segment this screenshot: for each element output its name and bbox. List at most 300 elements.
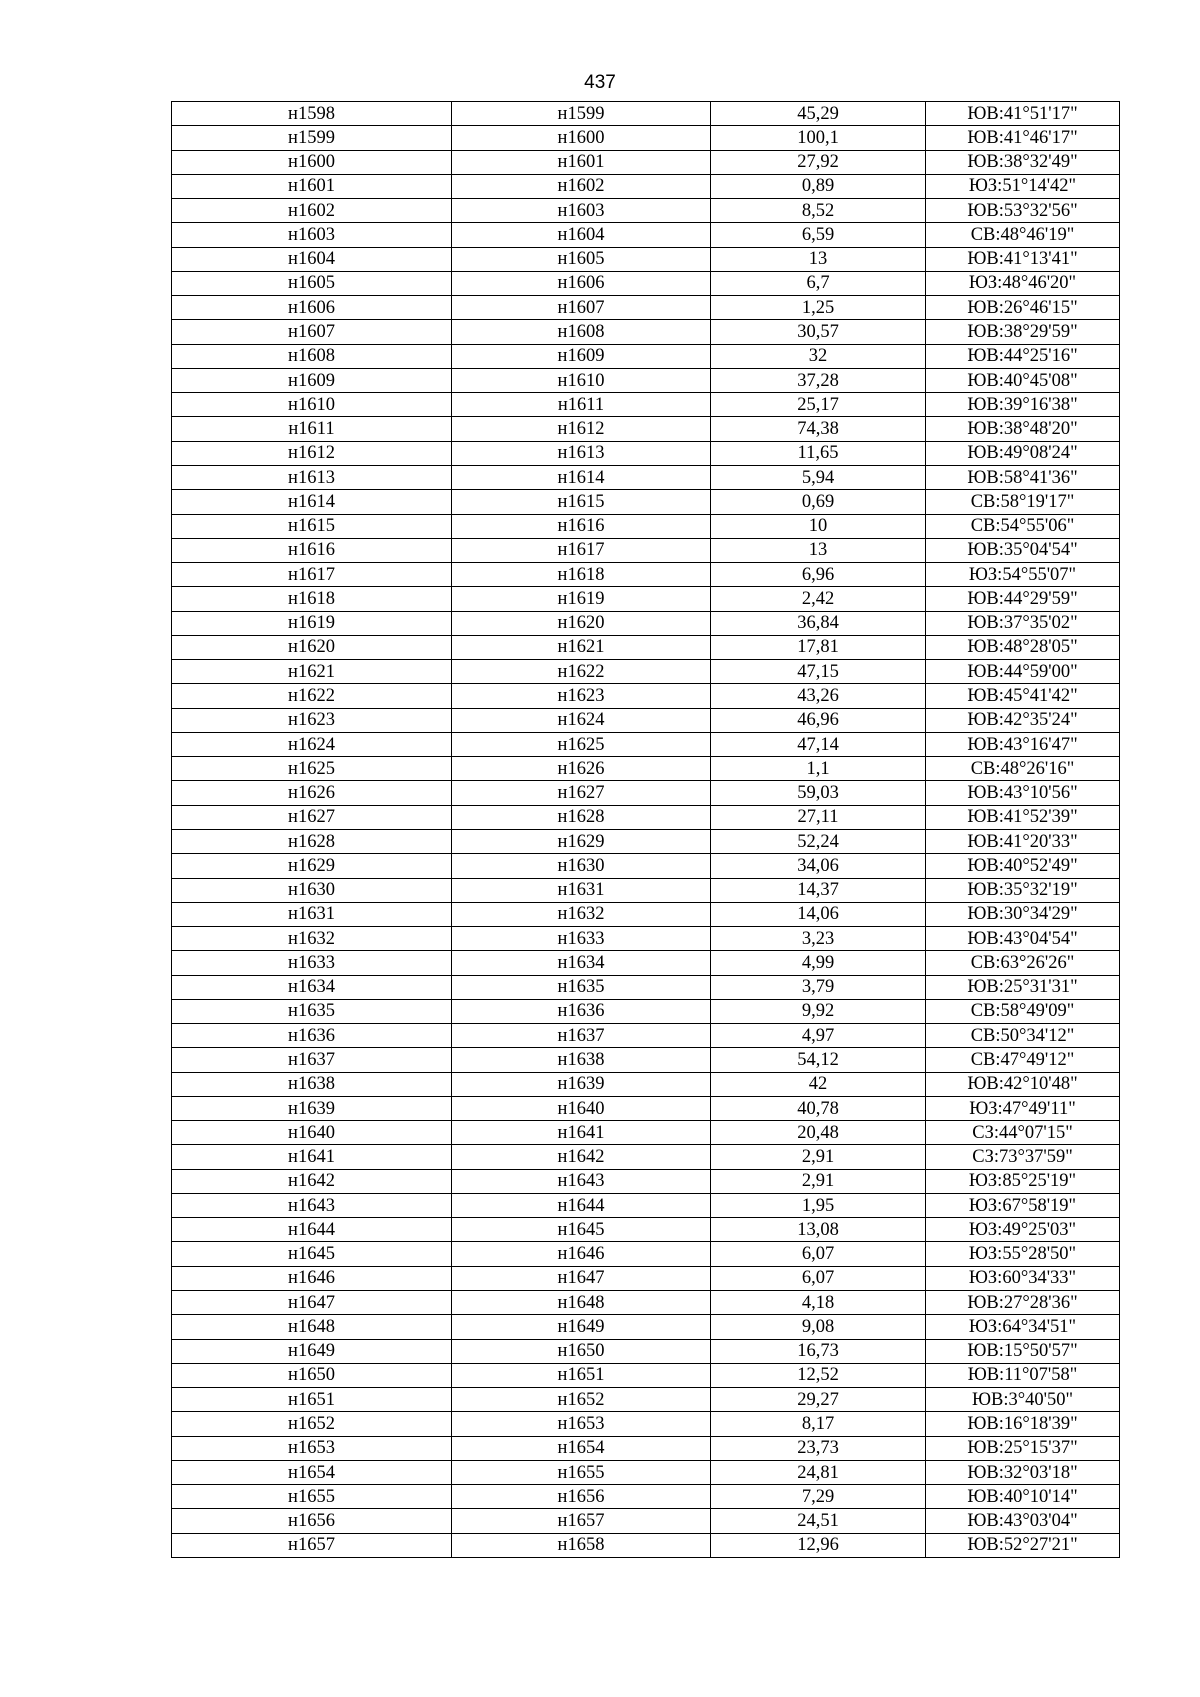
distance-cell: 5,94 xyxy=(711,465,926,489)
from-point-cell: н1648 xyxy=(172,1315,452,1339)
distance-cell: 9,08 xyxy=(711,1315,926,1339)
bearing-cell: ЮВ:30°34'29" xyxy=(926,902,1120,926)
bearing-cell: ЮВ:15°50'57" xyxy=(926,1339,1120,1363)
from-point-cell: н1650 xyxy=(172,1363,452,1387)
bearing-cell: ЮВ:41°20'33" xyxy=(926,829,1120,853)
from-point-cell: н1604 xyxy=(172,247,452,271)
distance-cell: 23,73 xyxy=(711,1436,926,1460)
to-point-cell: н1647 xyxy=(452,1266,711,1290)
distance-cell: 42 xyxy=(711,1072,926,1096)
bearing-cell: ЮВ:35°32'19" xyxy=(926,878,1120,902)
bearing-cell: ЮЗ:49°25'03" xyxy=(926,1218,1120,1242)
to-point-cell: н1624 xyxy=(452,708,711,732)
to-point-cell: н1631 xyxy=(452,878,711,902)
distance-cell: 29,27 xyxy=(711,1388,926,1412)
bearing-cell: ЮВ:41°51'17" xyxy=(926,102,1120,126)
from-point-cell: н1634 xyxy=(172,975,452,999)
to-point-cell: н1633 xyxy=(452,927,711,951)
to-point-cell: н1610 xyxy=(452,368,711,392)
bearing-cell: ЮВ:32°03'18" xyxy=(926,1460,1120,1484)
to-point-cell: н1601 xyxy=(452,150,711,174)
table-row xyxy=(172,320,1120,344)
to-point-cell: н1602 xyxy=(452,174,711,198)
to-point-cell: н1609 xyxy=(452,344,711,368)
distance-cell: 47,15 xyxy=(711,660,926,684)
to-point-cell: н1619 xyxy=(452,587,711,611)
to-point-cell: н1625 xyxy=(452,732,711,756)
from-point-cell: н1608 xyxy=(172,344,452,368)
distance-cell: 74,38 xyxy=(711,417,926,441)
distance-cell: 16,73 xyxy=(711,1339,926,1363)
bearing-cell: ЮВ:38°29'59" xyxy=(926,320,1120,344)
to-point-cell: н1634 xyxy=(452,951,711,975)
bearing-cell: ЮВ:27°28'36" xyxy=(926,1291,1120,1315)
bearing-cell: ЮВ:44°59'00" xyxy=(926,660,1120,684)
table-row xyxy=(172,1096,1120,1120)
to-point-cell: н1611 xyxy=(452,393,711,417)
from-point-cell: н1635 xyxy=(172,999,452,1023)
from-point-cell: н1626 xyxy=(172,781,452,805)
bearing-cell: ЮВ:44°29'59" xyxy=(926,587,1120,611)
to-point-cell: н1604 xyxy=(452,223,711,247)
from-point-cell: н1599 xyxy=(172,126,452,150)
to-point-cell: н1614 xyxy=(452,465,711,489)
bearing-cell: ЮВ:53°32'56" xyxy=(926,199,1120,223)
to-point-cell: н1645 xyxy=(452,1218,711,1242)
from-point-cell: н1598 xyxy=(172,102,452,126)
to-point-cell: н1642 xyxy=(452,1145,711,1169)
from-point-cell: н1647 xyxy=(172,1291,452,1315)
from-point-cell: н1611 xyxy=(172,417,452,441)
from-point-cell: н1603 xyxy=(172,223,452,247)
distance-cell: 4,97 xyxy=(711,1024,926,1048)
table-row xyxy=(172,927,1120,951)
table-row xyxy=(172,538,1120,562)
distance-cell: 6,07 xyxy=(711,1266,926,1290)
from-point-cell: н1656 xyxy=(172,1509,452,1533)
table-row xyxy=(172,1169,1120,1193)
bearing-cell: СЗ:73°37'59" xyxy=(926,1145,1120,1169)
distance-cell: 46,96 xyxy=(711,708,926,732)
to-point-cell: н1641 xyxy=(452,1121,711,1145)
distance-cell: 4,18 xyxy=(711,1291,926,1315)
distance-cell: 14,37 xyxy=(711,878,926,902)
from-point-cell: н1607 xyxy=(172,320,452,344)
table-row xyxy=(172,635,1120,659)
distance-cell: 100,1 xyxy=(711,126,926,150)
bearing-cell: ЮВ:43°03'04" xyxy=(926,1509,1120,1533)
distance-cell: 13,08 xyxy=(711,1218,926,1242)
from-point-cell: н1653 xyxy=(172,1436,452,1460)
from-point-cell: н1623 xyxy=(172,708,452,732)
table-row xyxy=(172,1388,1120,1412)
distance-cell: 30,57 xyxy=(711,320,926,344)
distance-cell: 27,92 xyxy=(711,150,926,174)
from-point-cell: н1615 xyxy=(172,514,452,538)
bearing-cell: ЮВ:39°16'38" xyxy=(926,393,1120,417)
bearing-cell: ЮЗ:60°34'33" xyxy=(926,1266,1120,1290)
bearing-cell: ЮВ:43°10'56" xyxy=(926,781,1120,805)
table-row xyxy=(172,1509,1120,1533)
bearing-cell: ЮВ:43°04'54" xyxy=(926,927,1120,951)
bearing-cell: ЮВ:40°45'08" xyxy=(926,368,1120,392)
from-point-cell: н1643 xyxy=(172,1193,452,1217)
page-number: 437 xyxy=(584,72,616,93)
table-row xyxy=(172,417,1120,441)
to-point-cell: н1600 xyxy=(452,126,711,150)
to-point-cell: н1657 xyxy=(452,1509,711,1533)
to-point-cell: н1603 xyxy=(452,199,711,223)
table-row xyxy=(172,199,1120,223)
to-point-cell: н1622 xyxy=(452,660,711,684)
table-row xyxy=(172,150,1120,174)
table-row xyxy=(172,344,1120,368)
distance-cell: 40,78 xyxy=(711,1096,926,1120)
from-point-cell: н1636 xyxy=(172,1024,452,1048)
table-row xyxy=(172,465,1120,489)
distance-cell: 6,96 xyxy=(711,563,926,587)
from-point-cell: н1627 xyxy=(172,805,452,829)
table-row xyxy=(172,999,1120,1023)
to-point-cell: н1627 xyxy=(452,781,711,805)
distance-cell: 27,11 xyxy=(711,805,926,829)
from-point-cell: н1609 xyxy=(172,368,452,392)
bearing-cell: СВ:58°49'09" xyxy=(926,999,1120,1023)
table-row xyxy=(172,854,1120,878)
bearing-cell: ЮЗ:48°46'20" xyxy=(926,271,1120,295)
from-point-cell: н1601 xyxy=(172,174,452,198)
distance-cell: 6,59 xyxy=(711,223,926,247)
to-point-cell: н1655 xyxy=(452,1460,711,1484)
table-row xyxy=(172,1339,1120,1363)
table-row xyxy=(172,1242,1120,1266)
to-point-cell: н1615 xyxy=(452,490,711,514)
from-point-cell: н1628 xyxy=(172,829,452,853)
boundary-segments-table xyxy=(171,101,1120,1558)
from-point-cell: н1610 xyxy=(172,393,452,417)
from-point-cell: н1620 xyxy=(172,635,452,659)
distance-cell: 1,25 xyxy=(711,296,926,320)
distance-cell: 1,1 xyxy=(711,757,926,781)
distance-cell: 32 xyxy=(711,344,926,368)
bearing-cell: СВ:48°26'16" xyxy=(926,757,1120,781)
to-point-cell: н1632 xyxy=(452,902,711,926)
to-point-cell: н1636 xyxy=(452,999,711,1023)
from-point-cell: н1612 xyxy=(172,441,452,465)
bearing-cell: ЮВ:38°48'20" xyxy=(926,417,1120,441)
distance-cell: 8,17 xyxy=(711,1412,926,1436)
table-row xyxy=(172,271,1120,295)
distance-cell: 14,06 xyxy=(711,902,926,926)
distance-cell: 24,51 xyxy=(711,1509,926,1533)
table-row xyxy=(172,1485,1120,1509)
table-row xyxy=(172,247,1120,271)
bearing-cell: ЮВ:25°31'31" xyxy=(926,975,1120,999)
distance-cell: 10 xyxy=(711,514,926,538)
table-row xyxy=(172,732,1120,756)
table-row xyxy=(172,805,1120,829)
distance-cell: 37,28 xyxy=(711,368,926,392)
to-point-cell: н1653 xyxy=(452,1412,711,1436)
to-point-cell: н1620 xyxy=(452,611,711,635)
bearing-cell: СВ:50°34'12" xyxy=(926,1024,1120,1048)
bearing-cell: ЮВ:38°32'49" xyxy=(926,150,1120,174)
to-point-cell: н1616 xyxy=(452,514,711,538)
distance-cell: 24,81 xyxy=(711,1460,926,1484)
to-point-cell: н1652 xyxy=(452,1388,711,1412)
from-point-cell: н1619 xyxy=(172,611,452,635)
bearing-cell: ЮВ:45°41'42" xyxy=(926,684,1120,708)
to-point-cell: н1605 xyxy=(452,247,711,271)
from-point-cell: н1613 xyxy=(172,465,452,489)
from-point-cell: н1646 xyxy=(172,1266,452,1290)
bearing-cell: ЮВ:42°10'48" xyxy=(926,1072,1120,1096)
to-point-cell: н1612 xyxy=(452,417,711,441)
distance-cell: 0,69 xyxy=(711,490,926,514)
table-row xyxy=(172,441,1120,465)
bearing-cell: ЮЗ:55°28'50" xyxy=(926,1242,1120,1266)
distance-cell: 52,24 xyxy=(711,829,926,853)
from-point-cell: н1602 xyxy=(172,199,452,223)
table-row xyxy=(172,1315,1120,1339)
distance-cell: 13 xyxy=(711,538,926,562)
bearing-cell: ЮЗ:47°49'11" xyxy=(926,1096,1120,1120)
table-row xyxy=(172,975,1120,999)
to-point-cell: н1644 xyxy=(452,1193,711,1217)
distance-cell: 54,12 xyxy=(711,1048,926,1072)
from-point-cell: н1640 xyxy=(172,1121,452,1145)
table-row xyxy=(172,1048,1120,1072)
from-point-cell: н1629 xyxy=(172,854,452,878)
distance-cell: 47,14 xyxy=(711,732,926,756)
table-row xyxy=(172,1024,1120,1048)
from-point-cell: н1652 xyxy=(172,1412,452,1436)
table-row xyxy=(172,587,1120,611)
table-row xyxy=(172,878,1120,902)
from-point-cell: н1630 xyxy=(172,878,452,902)
table-row xyxy=(172,781,1120,805)
bearing-cell: ЮВ:48°28'05" xyxy=(926,635,1120,659)
table-row xyxy=(172,829,1120,853)
bearing-cell: ЮВ:16°18'39" xyxy=(926,1412,1120,1436)
from-point-cell: н1617 xyxy=(172,563,452,587)
distance-cell: 2,42 xyxy=(711,587,926,611)
to-point-cell: н1599 xyxy=(452,102,711,126)
table-row xyxy=(172,126,1120,150)
table-row xyxy=(172,1266,1120,1290)
table-row xyxy=(172,514,1120,538)
from-point-cell: н1637 xyxy=(172,1048,452,1072)
to-point-cell: н1607 xyxy=(452,296,711,320)
distance-cell: 1,95 xyxy=(711,1193,926,1217)
distance-cell: 17,81 xyxy=(711,635,926,659)
bearing-cell: СЗ:44°07'15" xyxy=(926,1121,1120,1145)
table-row xyxy=(172,660,1120,684)
to-point-cell: н1606 xyxy=(452,271,711,295)
table-row xyxy=(172,1145,1120,1169)
to-point-cell: н1640 xyxy=(452,1096,711,1120)
table-row xyxy=(172,490,1120,514)
bearing-cell: ЮВ:3°40'50" xyxy=(926,1388,1120,1412)
table-row xyxy=(172,393,1120,417)
from-point-cell: н1644 xyxy=(172,1218,452,1242)
bearing-cell: ЮЗ:85°25'19" xyxy=(926,1169,1120,1193)
distance-cell: 4,99 xyxy=(711,951,926,975)
bearing-cell: СВ:48°46'19" xyxy=(926,223,1120,247)
bearing-cell: СВ:58°19'17" xyxy=(926,490,1120,514)
from-point-cell: н1633 xyxy=(172,951,452,975)
bearing-cell: ЮВ:52°27'21" xyxy=(926,1533,1120,1557)
to-point-cell: н1643 xyxy=(452,1169,711,1193)
bearing-cell: ЮВ:25°15'37" xyxy=(926,1436,1120,1460)
table-row xyxy=(172,368,1120,392)
to-point-cell: н1617 xyxy=(452,538,711,562)
to-point-cell: н1608 xyxy=(452,320,711,344)
from-point-cell: н1614 xyxy=(172,490,452,514)
from-point-cell: н1657 xyxy=(172,1533,452,1557)
bearing-cell: СВ:54°55'06" xyxy=(926,514,1120,538)
bearing-cell: ЮВ:41°52'39" xyxy=(926,805,1120,829)
distance-cell: 2,91 xyxy=(711,1169,926,1193)
bearing-cell: ЮВ:11°07'58" xyxy=(926,1363,1120,1387)
to-point-cell: н1639 xyxy=(452,1072,711,1096)
distance-cell: 3,23 xyxy=(711,927,926,951)
from-point-cell: н1621 xyxy=(172,660,452,684)
to-point-cell: н1648 xyxy=(452,1291,711,1315)
from-point-cell: н1600 xyxy=(172,150,452,174)
table-row xyxy=(172,1436,1120,1460)
bearing-cell: ЮВ:26°46'15" xyxy=(926,296,1120,320)
from-point-cell: н1631 xyxy=(172,902,452,926)
table-row xyxy=(172,611,1120,635)
table-row xyxy=(172,757,1120,781)
bearing-cell: ЮВ:41°13'41" xyxy=(926,247,1120,271)
distance-cell: 12,96 xyxy=(711,1533,926,1557)
bearing-cell: СВ:63°26'26" xyxy=(926,951,1120,975)
to-point-cell: н1629 xyxy=(452,829,711,853)
table-row xyxy=(172,1218,1120,1242)
table-row xyxy=(172,563,1120,587)
bearing-cell: ЮВ:41°46'17" xyxy=(926,126,1120,150)
from-point-cell: н1625 xyxy=(172,757,452,781)
distance-cell: 12,52 xyxy=(711,1363,926,1387)
distance-cell: 45,29 xyxy=(711,102,926,126)
to-point-cell: н1637 xyxy=(452,1024,711,1048)
distance-cell: 13 xyxy=(711,247,926,271)
table-row xyxy=(172,1291,1120,1315)
distance-cell: 0,89 xyxy=(711,174,926,198)
to-point-cell: н1658 xyxy=(452,1533,711,1557)
table-row xyxy=(172,102,1120,126)
distance-cell: 36,84 xyxy=(711,611,926,635)
table-body xyxy=(172,102,1120,1558)
to-point-cell: н1638 xyxy=(452,1048,711,1072)
to-point-cell: н1651 xyxy=(452,1363,711,1387)
from-point-cell: н1639 xyxy=(172,1096,452,1120)
to-point-cell: н1656 xyxy=(452,1485,711,1509)
distance-cell: 25,17 xyxy=(711,393,926,417)
bearing-cell: ЮВ:49°08'24" xyxy=(926,441,1120,465)
from-point-cell: н1649 xyxy=(172,1339,452,1363)
from-point-cell: н1655 xyxy=(172,1485,452,1509)
table-row xyxy=(172,1363,1120,1387)
to-point-cell: н1623 xyxy=(452,684,711,708)
distance-cell: 9,92 xyxy=(711,999,926,1023)
to-point-cell: н1630 xyxy=(452,854,711,878)
table-row xyxy=(172,1460,1120,1484)
to-point-cell: н1628 xyxy=(452,805,711,829)
from-point-cell: н1606 xyxy=(172,296,452,320)
bearing-cell: ЮВ:37°35'02" xyxy=(926,611,1120,635)
from-point-cell: н1605 xyxy=(172,271,452,295)
to-point-cell: н1650 xyxy=(452,1339,711,1363)
to-point-cell: н1626 xyxy=(452,757,711,781)
bearing-cell: СВ:47°49'12" xyxy=(926,1048,1120,1072)
bearing-cell: ЮЗ:51°14'42" xyxy=(926,174,1120,198)
to-point-cell: н1646 xyxy=(452,1242,711,1266)
from-point-cell: н1632 xyxy=(172,927,452,951)
from-point-cell: н1654 xyxy=(172,1460,452,1484)
bearing-cell: ЮЗ:67°58'19" xyxy=(926,1193,1120,1217)
distance-cell: 59,03 xyxy=(711,781,926,805)
from-point-cell: н1618 xyxy=(172,587,452,611)
to-point-cell: н1618 xyxy=(452,563,711,587)
table-row xyxy=(172,1121,1120,1145)
bearing-cell: ЮВ:44°25'16" xyxy=(926,344,1120,368)
to-point-cell: н1654 xyxy=(452,1436,711,1460)
distance-cell: 20,48 xyxy=(711,1121,926,1145)
to-point-cell: н1613 xyxy=(452,441,711,465)
table-row xyxy=(172,1533,1120,1557)
from-point-cell: н1638 xyxy=(172,1072,452,1096)
bearing-cell: ЮВ:58°41'36" xyxy=(926,465,1120,489)
distance-cell: 6,7 xyxy=(711,271,926,295)
bearing-cell: ЮВ:42°35'24" xyxy=(926,708,1120,732)
table-row xyxy=(172,902,1120,926)
bearing-cell: ЮВ:40°10'14" xyxy=(926,1485,1120,1509)
distance-cell: 6,07 xyxy=(711,1242,926,1266)
from-point-cell: н1622 xyxy=(172,684,452,708)
to-point-cell: н1621 xyxy=(452,635,711,659)
distance-cell: 3,79 xyxy=(711,975,926,999)
bearing-cell: ЮЗ:54°55'07" xyxy=(926,563,1120,587)
distance-cell: 43,26 xyxy=(711,684,926,708)
table-row xyxy=(172,1412,1120,1436)
distance-cell: 8,52 xyxy=(711,199,926,223)
table-row xyxy=(172,1072,1120,1096)
bearing-cell: ЮВ:43°16'47" xyxy=(926,732,1120,756)
distance-cell: 7,29 xyxy=(711,1485,926,1509)
table-row xyxy=(172,684,1120,708)
table-row xyxy=(172,951,1120,975)
distance-cell: 34,06 xyxy=(711,854,926,878)
table-row xyxy=(172,1193,1120,1217)
to-point-cell: н1635 xyxy=(452,975,711,999)
from-point-cell: н1624 xyxy=(172,732,452,756)
from-point-cell: н1642 xyxy=(172,1169,452,1193)
from-point-cell: н1651 xyxy=(172,1388,452,1412)
table-row xyxy=(172,708,1120,732)
distance-cell: 2,91 xyxy=(711,1145,926,1169)
bearing-cell: ЮВ:40°52'49" xyxy=(926,854,1120,878)
from-point-cell: н1641 xyxy=(172,1145,452,1169)
from-point-cell: н1645 xyxy=(172,1242,452,1266)
bearing-cell: ЮЗ:64°34'51" xyxy=(926,1315,1120,1339)
table-row xyxy=(172,296,1120,320)
from-point-cell: н1616 xyxy=(172,538,452,562)
table-row xyxy=(172,223,1120,247)
distance-cell: 11,65 xyxy=(711,441,926,465)
